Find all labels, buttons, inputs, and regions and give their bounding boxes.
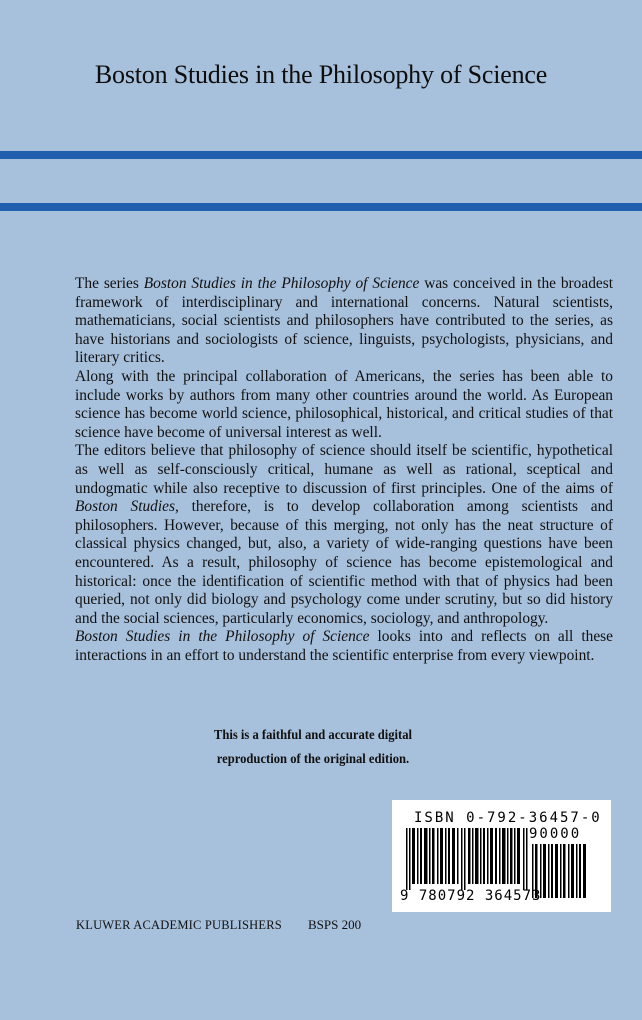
reproduction-note-line-1: This is a faithful and accurate digital bbox=[213, 728, 413, 743]
series-title: Boston Studies in the Philosophy of Science bbox=[94, 60, 548, 89]
series-description bbox=[75, 275, 613, 665]
description-paragraph-2: Along with the principal collaboration of Americans, the series has been able to include works by authors from many other countries around the world. As European science has become world science, philosophical, historical, and critical studies of that science have become of universal interest as well. bbox=[75, 367, 613, 441]
publisher-name: KLUWER ACADEMIC PUBLISHERS bbox=[76, 918, 282, 932]
reproduction-note bbox=[202, 724, 423, 772]
reproduction-note-line-2: reproduction of the original edition. bbox=[216, 752, 410, 767]
bottom-blue-rule bbox=[0, 203, 642, 211]
barcode-addon-digits: 90000 bbox=[529, 826, 582, 842]
ean-digits: 9 780792 364573 bbox=[400, 888, 542, 904]
isbn-text: ISBN 0-792-36457-0 bbox=[414, 810, 602, 826]
top-blue-rule bbox=[0, 151, 642, 159]
barcode-icon bbox=[406, 828, 529, 890]
barcode-label bbox=[392, 800, 611, 912]
description-paragraph-1: The series Boston Studies in the Philosophy of Science was conceived in the broadest framework of interdisciplinary and international concerns. Natural scientists, mathematicians, social scientists and philosophers have contributed to the series, as have historians and sociologists of science, linguists, psychologists, physicians, and literary critics. bbox=[75, 275, 613, 367]
series-code: BSPS 200 bbox=[308, 917, 362, 932]
description-paragraph-4: Boston Studies in the Philosophy of Science looks into and reflects on all these interactions in an effort to understand the scientific enterprise from every viewpoint. bbox=[75, 628, 613, 664]
description-paragraph-3: The editors believe that philosophy of science should itself be scientific, hypothetical as well as self-consciously critical, humane as well as rational, sceptical and undogmatic while also receptive to discussion of first principles. One of the aims of Boston Studies, therefore, is to develop collaboration among scientists and philosophers. However, because of this merging, not only has the neat structure of classical physics changed, but, also, a variety of wide-ranging questions have been encountered. As a result, philosophy of science has become epistemological and historical: once the identification of scientific method with that of physics had been queried, not only did biology and psychology come under scrutiny, but so did history and the social sciences, particularly economics, sociology, and anthropology. bbox=[75, 442, 613, 627]
